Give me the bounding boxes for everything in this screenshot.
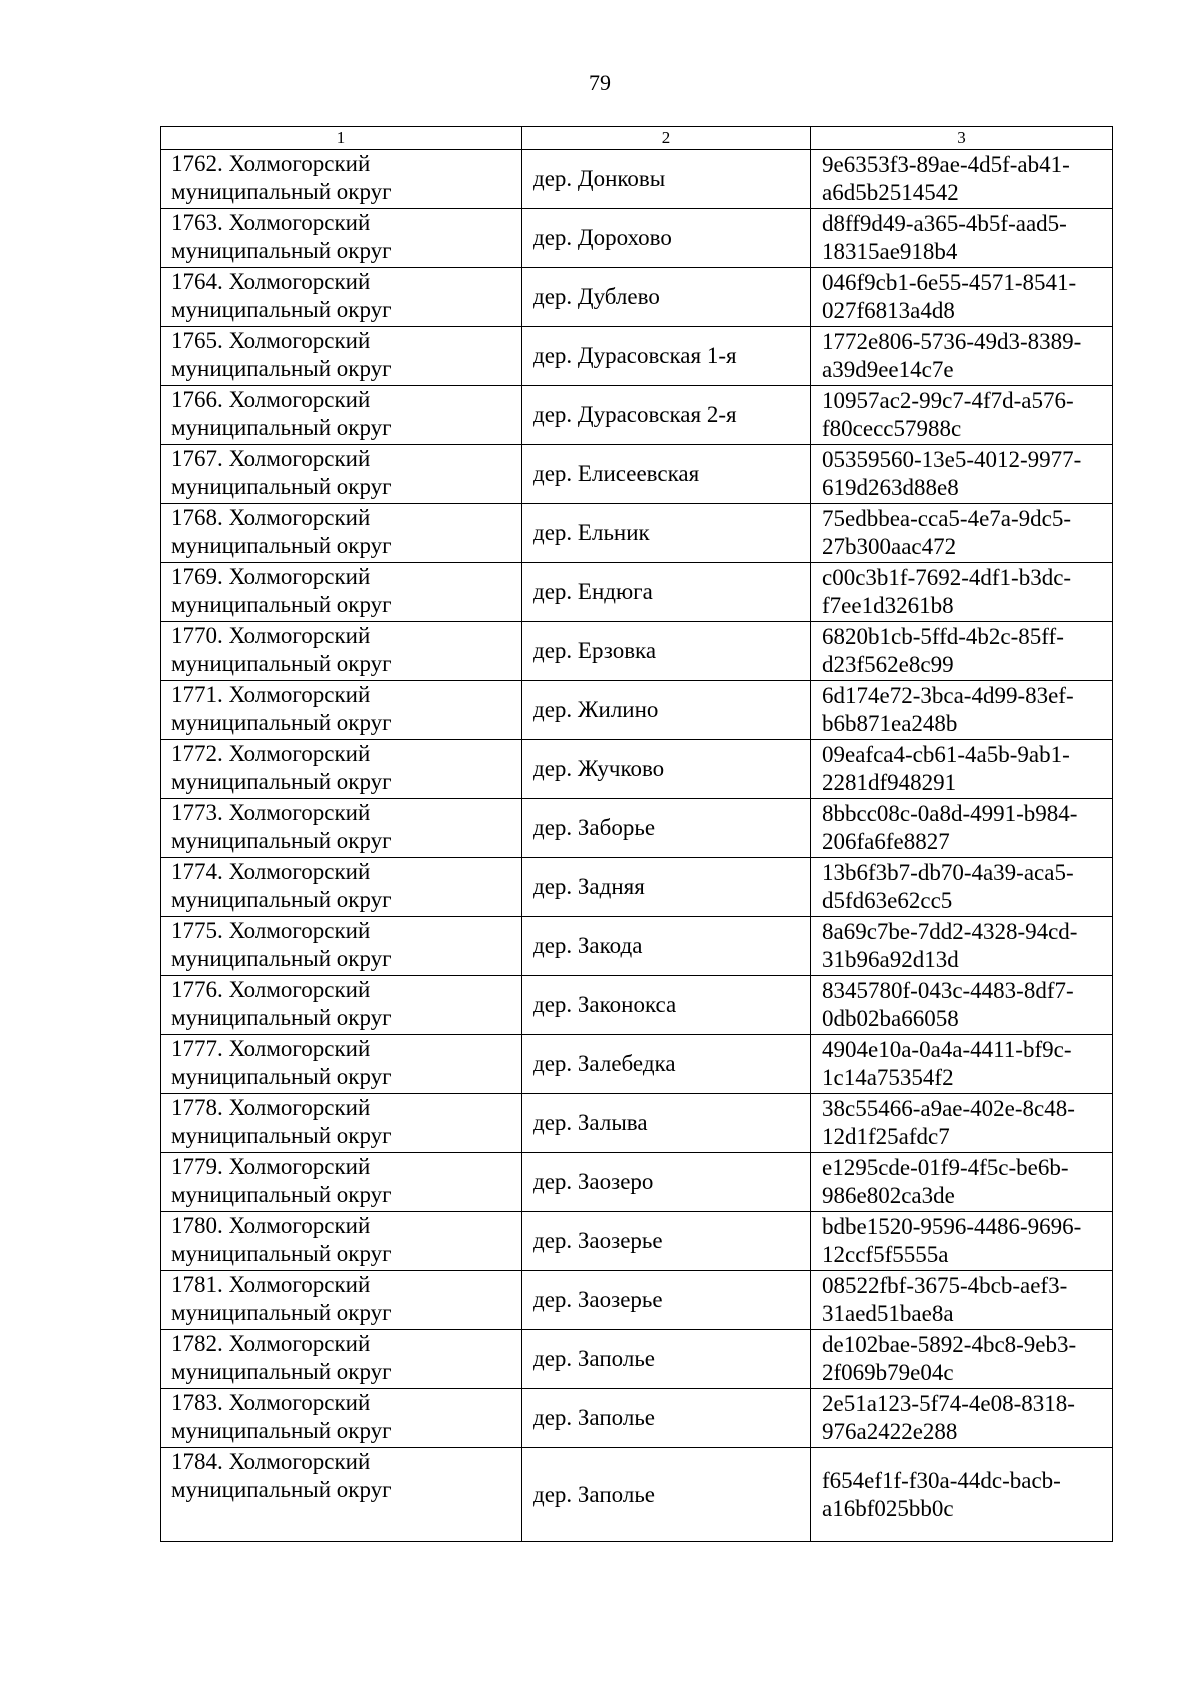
district-line [171, 858, 521, 886]
guid-part-1: 8bbcc08c-0a8d-4991-b984- [822, 801, 1078, 826]
row-number: 1784. [171, 1449, 223, 1474]
table-row [161, 445, 1113, 504]
settlement-cell: дер. Дорохово [522, 209, 811, 268]
table-row [161, 1389, 1113, 1448]
guid-cell [811, 1035, 1113, 1094]
district-line [171, 1271, 521, 1299]
row-number: 1770. [171, 623, 223, 648]
district-cell [161, 1153, 522, 1212]
district-cell [161, 386, 522, 445]
district-name: Холмогорский [228, 918, 371, 943]
guid-cell [811, 799, 1113, 858]
district-type: муниципальный округ [171, 1241, 392, 1266]
district-name: Холмогорский [228, 151, 371, 176]
table-header-row [161, 127, 1113, 150]
table-row [161, 622, 1113, 681]
district-type: муниципальный округ [171, 592, 392, 617]
district-cell [161, 209, 522, 268]
guid-cell [811, 1448, 1113, 1542]
district-name: Холмогорский [228, 1095, 371, 1120]
district-cell [161, 445, 522, 504]
district-cell [161, 1448, 522, 1542]
district-cell [161, 150, 522, 209]
district-cell [161, 1389, 522, 1448]
district-cell [161, 1094, 522, 1153]
district-cell [161, 504, 522, 563]
guid-part-1: 05359560-13e5-4012-9977- [822, 447, 1082, 472]
column-header-1: 1 [161, 127, 522, 150]
settlement-cell: дер. Заозерье [522, 1271, 811, 1330]
district-type: муниципальный округ [171, 946, 392, 971]
guid-cell [811, 150, 1113, 209]
guid-cell [811, 1271, 1113, 1330]
guid-part-1: 046f9cb1-6e55-4571-8541- [822, 270, 1077, 295]
guid-cell [811, 858, 1113, 917]
table-body [161, 150, 1113, 1542]
district-name: Холмогорский [228, 269, 371, 294]
guid-cell [811, 1330, 1113, 1389]
row-number: 1769. [171, 564, 223, 589]
guid-cell [811, 386, 1113, 445]
settlement-cell: дер. Закода [522, 917, 811, 976]
settlement-cell: дер. Заборье [522, 799, 811, 858]
district-type: муниципальный округ [171, 356, 392, 381]
district-line [171, 150, 521, 178]
guid-part-2: a39d9ee14c7e [822, 357, 954, 382]
guid-part-2: 986e802ca3de [822, 1183, 955, 1208]
district-line [171, 268, 521, 296]
guid-part-1: 13b6f3b7-db70-4a39-aca5- [822, 860, 1074, 885]
district-type: муниципальный округ [171, 1300, 392, 1325]
guid-part-1: 9e6353f3-89ae-4d5f-ab41- [822, 152, 1070, 177]
guid-part-2: 206fa6fe8827 [822, 829, 950, 854]
guid-part-1: 8a69c7be-7dd2-4328-94cd- [822, 919, 1078, 944]
district-cell [161, 799, 522, 858]
district-name: Холмогорский [228, 328, 371, 353]
district-name: Холмогорский [228, 741, 371, 766]
row-number: 1764. [171, 269, 223, 294]
guid-part-1: 2e51a123-5f74-4e08-8318- [822, 1391, 1075, 1416]
district-line [171, 740, 521, 768]
guid-cell [811, 917, 1113, 976]
guid-part-1: 8345780f-043c-4483-8df7- [822, 978, 1074, 1003]
guid-cell [811, 504, 1113, 563]
district-name: Холмогорский [228, 1154, 371, 1179]
district-line [171, 917, 521, 945]
settlements-table [160, 126, 1113, 1542]
table-row [161, 1271, 1113, 1330]
district-type: муниципальный округ [171, 179, 392, 204]
guid-part-2: 2281df948291 [822, 770, 957, 795]
row-number: 1773. [171, 800, 223, 825]
district-type: муниципальный округ [171, 1182, 392, 1207]
table-row [161, 976, 1113, 1035]
guid-part-2: d23f562e8c99 [822, 652, 954, 677]
guid-cell [811, 1212, 1113, 1271]
row-number: 1777. [171, 1036, 223, 1061]
settlement-cell: дер. Жучково [522, 740, 811, 799]
guid-cell [811, 681, 1113, 740]
settlement-cell: дер. Залебедка [522, 1035, 811, 1094]
row-number: 1781. [171, 1272, 223, 1297]
settlement-cell: дер. Донковы [522, 150, 811, 209]
district-type: муниципальный округ [171, 415, 392, 440]
guid-part-2: 1c14a75354f2 [822, 1065, 954, 1090]
guid-part-2: a6d5b2514542 [822, 180, 959, 205]
table-row [161, 268, 1113, 327]
district-cell [161, 622, 522, 681]
row-number: 1779. [171, 1154, 223, 1179]
district-name: Холмогорский [228, 859, 371, 884]
district-line [171, 386, 521, 414]
district-cell [161, 917, 522, 976]
guid-part-2: 12ccf5f5555a [822, 1242, 949, 1267]
table-row [161, 150, 1113, 209]
district-cell [161, 1212, 522, 1271]
guid-part-2: 12d1f25afdc7 [822, 1124, 950, 1149]
guid-part-1: 75edbbea-cca5-4e7a-9dc5- [822, 506, 1072, 531]
district-line [171, 563, 521, 591]
guid-cell [811, 209, 1113, 268]
district-line [171, 504, 521, 532]
district-name: Холмогорский [228, 1390, 371, 1415]
guid-part-1: 6820b1cb-5ffd-4b2c-85ff- [822, 624, 1064, 649]
row-number: 1767. [171, 446, 223, 471]
guid-part-2: 31aed51bae8a [822, 1301, 954, 1326]
settlement-cell: дер. Дурасовская 1-я [522, 327, 811, 386]
district-line [171, 1389, 521, 1417]
row-number: 1778. [171, 1095, 223, 1120]
guid-part-2: 0db02ba66058 [822, 1006, 959, 1031]
table-row [161, 1212, 1113, 1271]
district-name: Холмогорский [228, 1449, 371, 1474]
settlement-cell: дер. Ерзовка [522, 622, 811, 681]
row-number: 1783. [171, 1390, 223, 1415]
settlement-cell: дер. Заполье [522, 1389, 811, 1448]
table-row [161, 209, 1113, 268]
settlement-cell: дер. Жилино [522, 681, 811, 740]
district-cell [161, 1271, 522, 1330]
table-row [161, 1035, 1113, 1094]
guid-cell [811, 1153, 1113, 1212]
guid-part-1: de102bae-5892-4bc8-9eb3- [822, 1332, 1077, 1357]
row-number: 1766. [171, 387, 223, 412]
row-number: 1763. [171, 210, 223, 235]
district-name: Холмогорский [228, 1036, 371, 1061]
guid-cell [811, 622, 1113, 681]
guid-part-2: 18315ae918b4 [822, 239, 958, 264]
district-type: муниципальный округ [171, 769, 392, 794]
guid-part-2: 31b96a92d13d [822, 947, 959, 972]
guid-part-1: 08522fbf-3675-4bcb-aef3- [822, 1273, 1068, 1298]
guid-cell [811, 268, 1113, 327]
guid-part-1: 6d174e72-3bca-4d99-83ef- [822, 683, 1074, 708]
settlement-cell: дер. Ельник [522, 504, 811, 563]
guid-part-2: b6b871ea248b [822, 711, 958, 736]
district-line [171, 1448, 521, 1476]
district-line [171, 681, 521, 709]
district-cell [161, 858, 522, 917]
district-type: муниципальный округ [171, 828, 392, 853]
district-cell [161, 976, 522, 1035]
district-name: Холмогорский [228, 1331, 371, 1356]
district-name: Холмогорский [228, 387, 371, 412]
district-name: Холмогорский [228, 623, 371, 648]
guid-part-1: 1772e806-5736-49d3-8389- [822, 329, 1082, 354]
table-row [161, 563, 1113, 622]
table-row [161, 1094, 1113, 1153]
guid-cell [811, 1389, 1113, 1448]
district-cell [161, 681, 522, 740]
district-name: Холмогорский [228, 446, 371, 471]
district-type: муниципальный округ [171, 297, 392, 322]
district-type: муниципальный округ [171, 651, 392, 676]
district-type: муниципальный округ [171, 1418, 392, 1443]
settlement-cell: дер. Задняя [522, 858, 811, 917]
table-row [161, 504, 1113, 563]
guid-part-1: d8ff9d49-a365-4b5f-aad5- [822, 211, 1067, 236]
guid-part-2: 976a2422e288 [822, 1419, 958, 1444]
guid-part-1: bdbe1520-9596-4486-9696- [822, 1214, 1082, 1239]
district-line [171, 209, 521, 237]
district-name: Холмогорский [228, 977, 371, 1002]
district-type: муниципальный округ [171, 533, 392, 558]
district-cell [161, 327, 522, 386]
table-row [161, 799, 1113, 858]
district-type: муниципальный округ [171, 1359, 392, 1384]
settlement-cell: дер. Залыва [522, 1094, 811, 1153]
settlement-cell: дер. Законокса [522, 976, 811, 1035]
table-row [161, 327, 1113, 386]
guid-part-2: a16bf025bb0c [822, 1495, 954, 1521]
guid-part-1: 4904e10a-0a4a-4411-bf9c- [822, 1037, 1072, 1062]
guid-cell [811, 327, 1113, 386]
table-row [161, 858, 1113, 917]
district-type: муниципальный округ [171, 474, 392, 499]
table-row [161, 386, 1113, 445]
settlement-cell: дер. Заполье [522, 1448, 811, 1542]
settlement-cell: дер. Елисеевская [522, 445, 811, 504]
district-line [171, 622, 521, 650]
guid-part-1: f654ef1f-f30a-44dc-bacb- [822, 1467, 1061, 1493]
district-cell [161, 1330, 522, 1389]
guid-part-1: 09eafca4-cb61-4a5b-9ab1- [822, 742, 1070, 767]
table-row [161, 917, 1113, 976]
row-number: 1768. [171, 505, 223, 530]
district-name: Холмогорский [228, 800, 371, 825]
row-number: 1774. [171, 859, 223, 884]
district-name: Холмогорский [228, 682, 371, 707]
guid-part-2: d5fd63e62cc5 [822, 888, 953, 913]
table-row [161, 1153, 1113, 1212]
settlement-cell: дер. Ендюга [522, 563, 811, 622]
table-row [161, 1330, 1113, 1389]
guid-cell [811, 445, 1113, 504]
district-type: муниципальный округ [171, 238, 392, 263]
guid-part-2: 619d263d88e8 [822, 475, 959, 500]
row-number: 1771. [171, 682, 223, 707]
district-line [171, 1212, 521, 1240]
table-row [161, 1448, 1113, 1542]
table-row [161, 681, 1113, 740]
guid-part-2: 027f6813a4d8 [822, 298, 955, 323]
guid-part-1: 38c55466-a9ae-402e-8c48- [822, 1096, 1075, 1121]
district-name: Холмогорский [228, 505, 371, 530]
district-type: муниципальный округ [171, 887, 392, 912]
guid-part-1: c00c3b1f-7692-4df1-b3dc- [822, 565, 1072, 590]
district-type: муниципальный округ [171, 1123, 392, 1148]
district-type: муниципальный округ [171, 1477, 392, 1502]
row-number: 1762. [171, 151, 223, 176]
column-header-3: 3 [811, 127, 1113, 150]
settlement-cell: дер. Заозеро [522, 1153, 811, 1212]
district-cell [161, 740, 522, 799]
settlement-cell: дер. Дурасовская 2-я [522, 386, 811, 445]
district-line [171, 1035, 521, 1063]
district-type: муниципальный округ [171, 1005, 392, 1030]
row-number: 1765. [171, 328, 223, 353]
row-number: 1776. [171, 977, 223, 1002]
guid-part-1: e1295cde-01f9-4f5c-be6b- [822, 1155, 1069, 1180]
settlement-cell: дер. Заозерье [522, 1212, 811, 1271]
row-number: 1775. [171, 918, 223, 943]
district-line [171, 327, 521, 355]
row-number: 1782. [171, 1331, 223, 1356]
settlement-cell: дер. Заполье [522, 1330, 811, 1389]
guid-cell [811, 563, 1113, 622]
district-cell [161, 268, 522, 327]
district-name: Холмогорский [228, 1272, 371, 1297]
page-number: 79 [589, 70, 611, 95]
row-number: 1772. [171, 741, 223, 766]
guid-cell [811, 740, 1113, 799]
district-type: муниципальный округ [171, 1064, 392, 1089]
guid-part-1: 10957ac2-99c7-4f7d-a576- [822, 388, 1074, 413]
guid-part-2: 2f069b79e04c [822, 1360, 954, 1385]
district-line [171, 1153, 521, 1181]
district-line [171, 976, 521, 1004]
district-name: Холмогорский [228, 1213, 371, 1238]
guid-part-2: f7ee1d3261b8 [822, 593, 954, 618]
guid-cell [811, 1094, 1113, 1153]
column-header-2: 2 [522, 127, 811, 150]
district-name: Холмогорский [228, 210, 371, 235]
table-row [161, 740, 1113, 799]
guid-part-2: 27b300aac472 [822, 534, 957, 559]
district-line [171, 445, 521, 473]
guid-cell [811, 976, 1113, 1035]
row-number: 1780. [171, 1213, 223, 1238]
district-name: Холмогорский [228, 564, 371, 589]
district-line [171, 1094, 521, 1122]
district-line [171, 799, 521, 827]
district-line [171, 1330, 521, 1358]
district-type: муниципальный округ [171, 710, 392, 735]
guid-part-2: f80cecc57988c [822, 416, 962, 441]
district-cell [161, 563, 522, 622]
district-cell [161, 1035, 522, 1094]
settlement-cell: дер. Дублево [522, 268, 811, 327]
